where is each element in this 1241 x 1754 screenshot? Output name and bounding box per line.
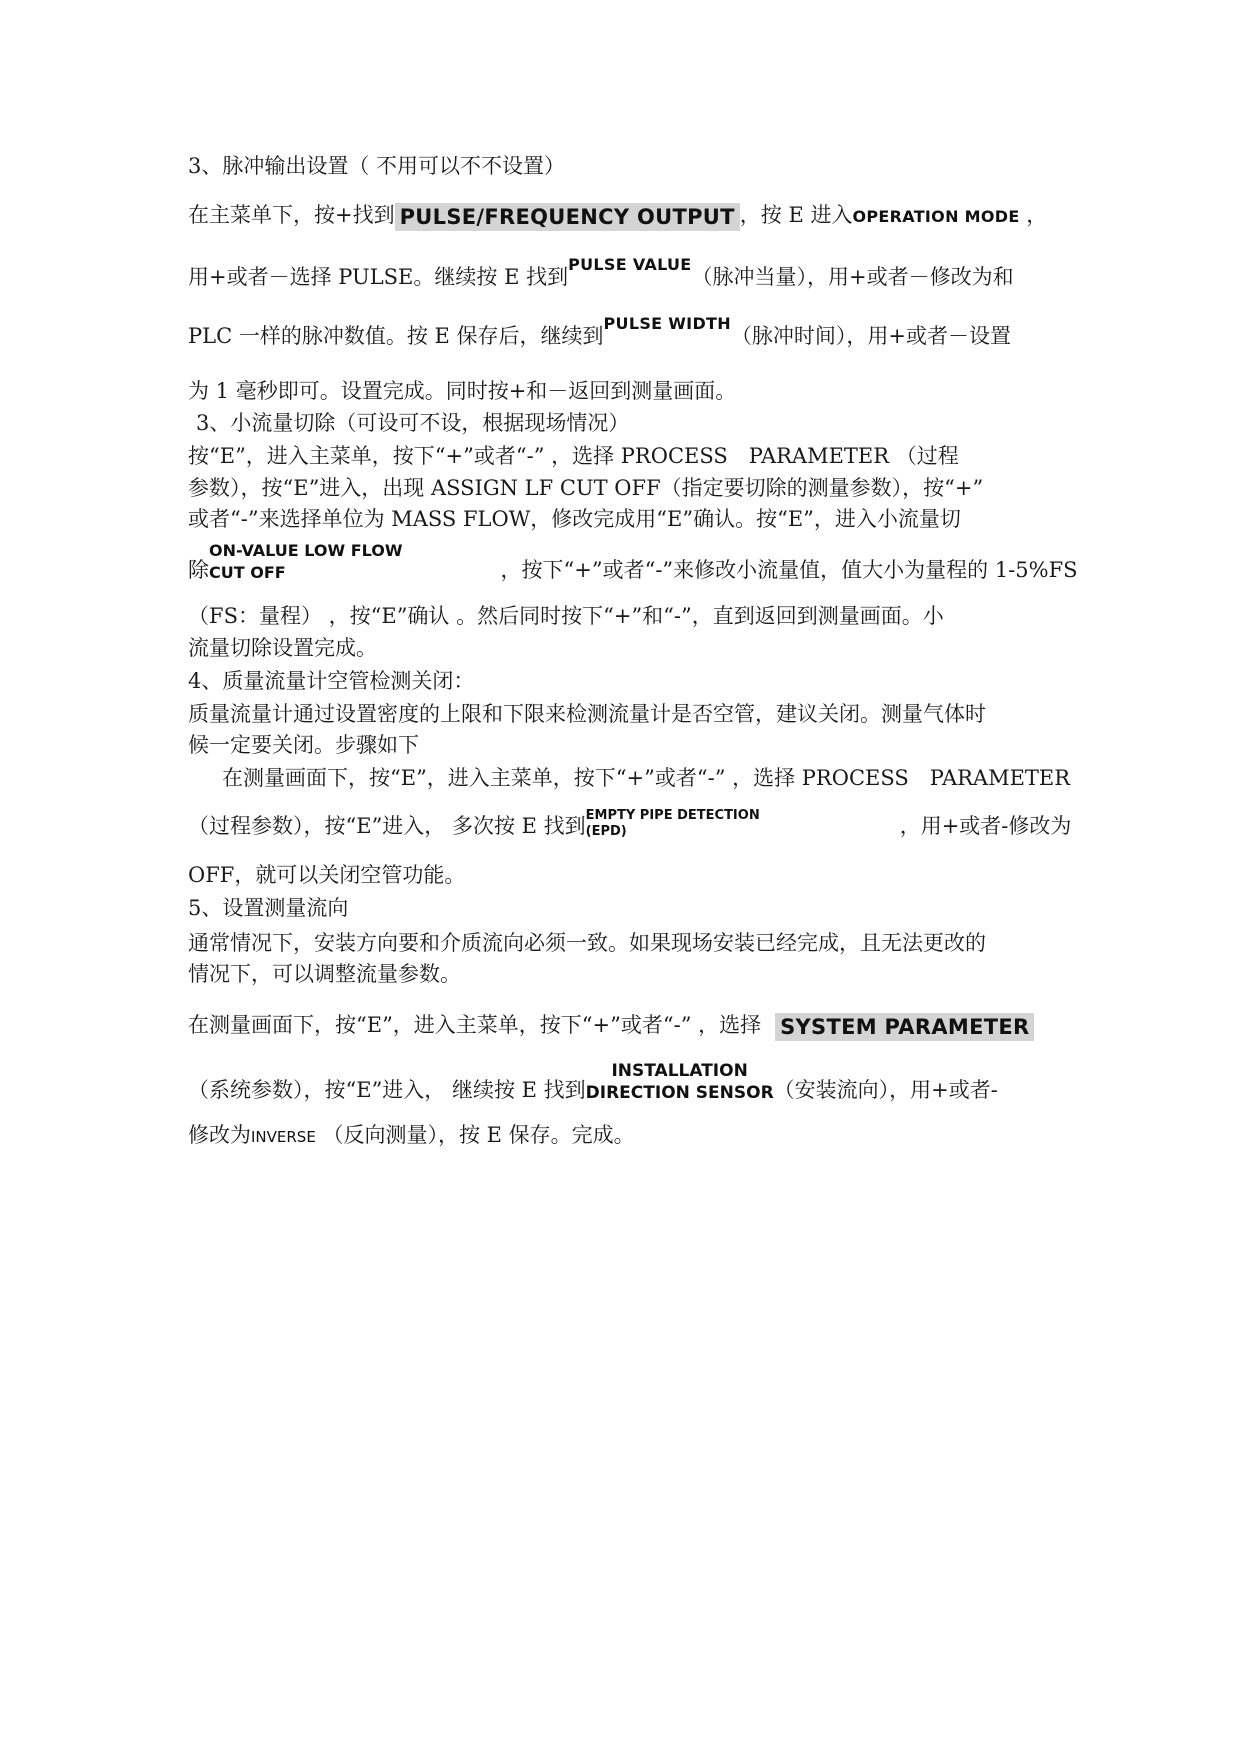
text-run: ，按 E 进入: [739, 203, 853, 227]
text-run: （过程参数），按“E”进入， 多次按 E 找到: [188, 814, 586, 838]
paragraph-line: OFF，就可以关闭空管功能。: [188, 863, 466, 887]
inverse-label: INVERSE: [251, 1128, 316, 1146]
empty-pipe-detection-label: [586, 808, 760, 840]
paragraph-line: （FS：量程） ，按“E”确认 。然后同时按下“+”和“-”，直到返回到测量画面。小: [188, 604, 944, 628]
section-3-pulse-heading: 3、脉冲输出设置（ 不用可以不不设置）: [188, 154, 566, 178]
paragraph-line: [188, 254, 1014, 293]
on-value-low-flow-cut-off-label: [209, 540, 403, 584]
text-run: 除: [188, 558, 209, 582]
paragraph-line: [188, 540, 1078, 584]
paragraph-line: [188, 1011, 1034, 1041]
pulse-frequency-output-label: PULSE/FREQUENCY OUTPUT: [395, 203, 740, 231]
text-run: 在测量画面下，按“E”，进入主菜单，按下“+”或者“-” ，选择: [188, 1013, 762, 1037]
section-5-heading: 5、设置测量流向: [188, 896, 349, 920]
text-run: （反向测量），按 E 保存。完成。: [315, 1123, 635, 1147]
text-run: 修改为: [188, 1123, 251, 1147]
text-run: （安装流向），用+或者-: [773, 1078, 998, 1102]
paragraph-line: 候一定要关闭。步骤如下: [188, 733, 419, 757]
text-run: （脉冲当量），用+或者－修改为和: [691, 265, 1014, 289]
paragraph-line: 质量流量计通过设置密度的上限和下限来检测流量计是否空管，建议关闭。测量气体时: [188, 702, 986, 726]
paragraph-line: 在测量画面下，按“E”，进入主菜单，按下“+”或者“-” ，选择 PROCESS PARAMETER: [222, 766, 1071, 790]
label-line: EMPTY PIPE DETECTION: [585, 808, 760, 823]
paragraph-line: [188, 201, 1047, 231]
paragraph-line: 通常情况下，安装方向要和介质流向必须一致。如果现场安装已经完成，且无法更改的: [188, 931, 986, 955]
text-run: ，用+或者-修改为: [899, 814, 1072, 838]
label-line: DIRECTION SENSOR: [585, 1083, 774, 1103]
text-run: （脉冲时间），用+或者－设置: [730, 324, 1012, 348]
section-3-lowflow-heading: 3、小流量切除（可设可不设，根据现场情况）: [196, 411, 630, 435]
paragraph-line: 为 1 毫秒即可。设置完成。同时按+和－返回到测量画面。: [188, 379, 737, 403]
paragraph-line: 情况下，可以调整流量参数。: [188, 962, 461, 986]
paragraph-line: 流量切除设置完成。: [188, 636, 377, 660]
text-run: 在主菜单下，按+找到: [188, 203, 395, 227]
text-run: ，按下“+”或者“-”来修改小流量值，值大小为量程的 1-5%FS: [500, 558, 1078, 582]
paragraph-line: [188, 313, 1012, 352]
section-4-heading: 4、质量流量计空管检测关闭：: [188, 669, 475, 693]
paragraph-line: [188, 808, 1071, 840]
paragraph-line: 参数），按“E”进入，出现 ASSIGN LF CUT OFF（指定要切除的测量参数），按“+”: [188, 476, 984, 500]
pulse-width-label: PULSE WIDTH: [603, 313, 731, 333]
operation-mode-label: OPERATION MODE: [852, 206, 1020, 226]
paragraph-line: [188, 1060, 998, 1104]
label-line: INSTALLATION: [611, 1061, 748, 1081]
text-run: 用+或者－选择 PULSE。继续按 E 找到: [188, 265, 569, 289]
text-run: PLC 一样的脉冲数值。按 E 保存后，继续到: [188, 324, 604, 348]
paragraph-line: 按“E”，进入主菜单，按下“+”或者“-” ，选择 PROCESS PARAMETER （过程: [188, 444, 959, 468]
pulse-value-label: PULSE VALUE: [568, 254, 692, 274]
label-line: (EPD): [585, 824, 627, 839]
paragraph-line: [188, 1121, 635, 1151]
label-line: ON-VALUE LOW FLOW: [209, 541, 403, 560]
system-parameter-label: SYSTEM PARAMETER: [775, 1013, 1034, 1041]
text-run: （系统参数），按“E”进入， 继续按 E 找到: [188, 1078, 586, 1102]
text-run: ，: [1019, 203, 1048, 227]
installation-direction-sensor-label: [586, 1060, 774, 1104]
paragraph-line: 或者“-”来选择单位为 MASS FLOW，修改完成用“E”确认。按“E”，进入小流量切: [188, 507, 961, 531]
label-line: CUT OFF: [209, 563, 286, 582]
